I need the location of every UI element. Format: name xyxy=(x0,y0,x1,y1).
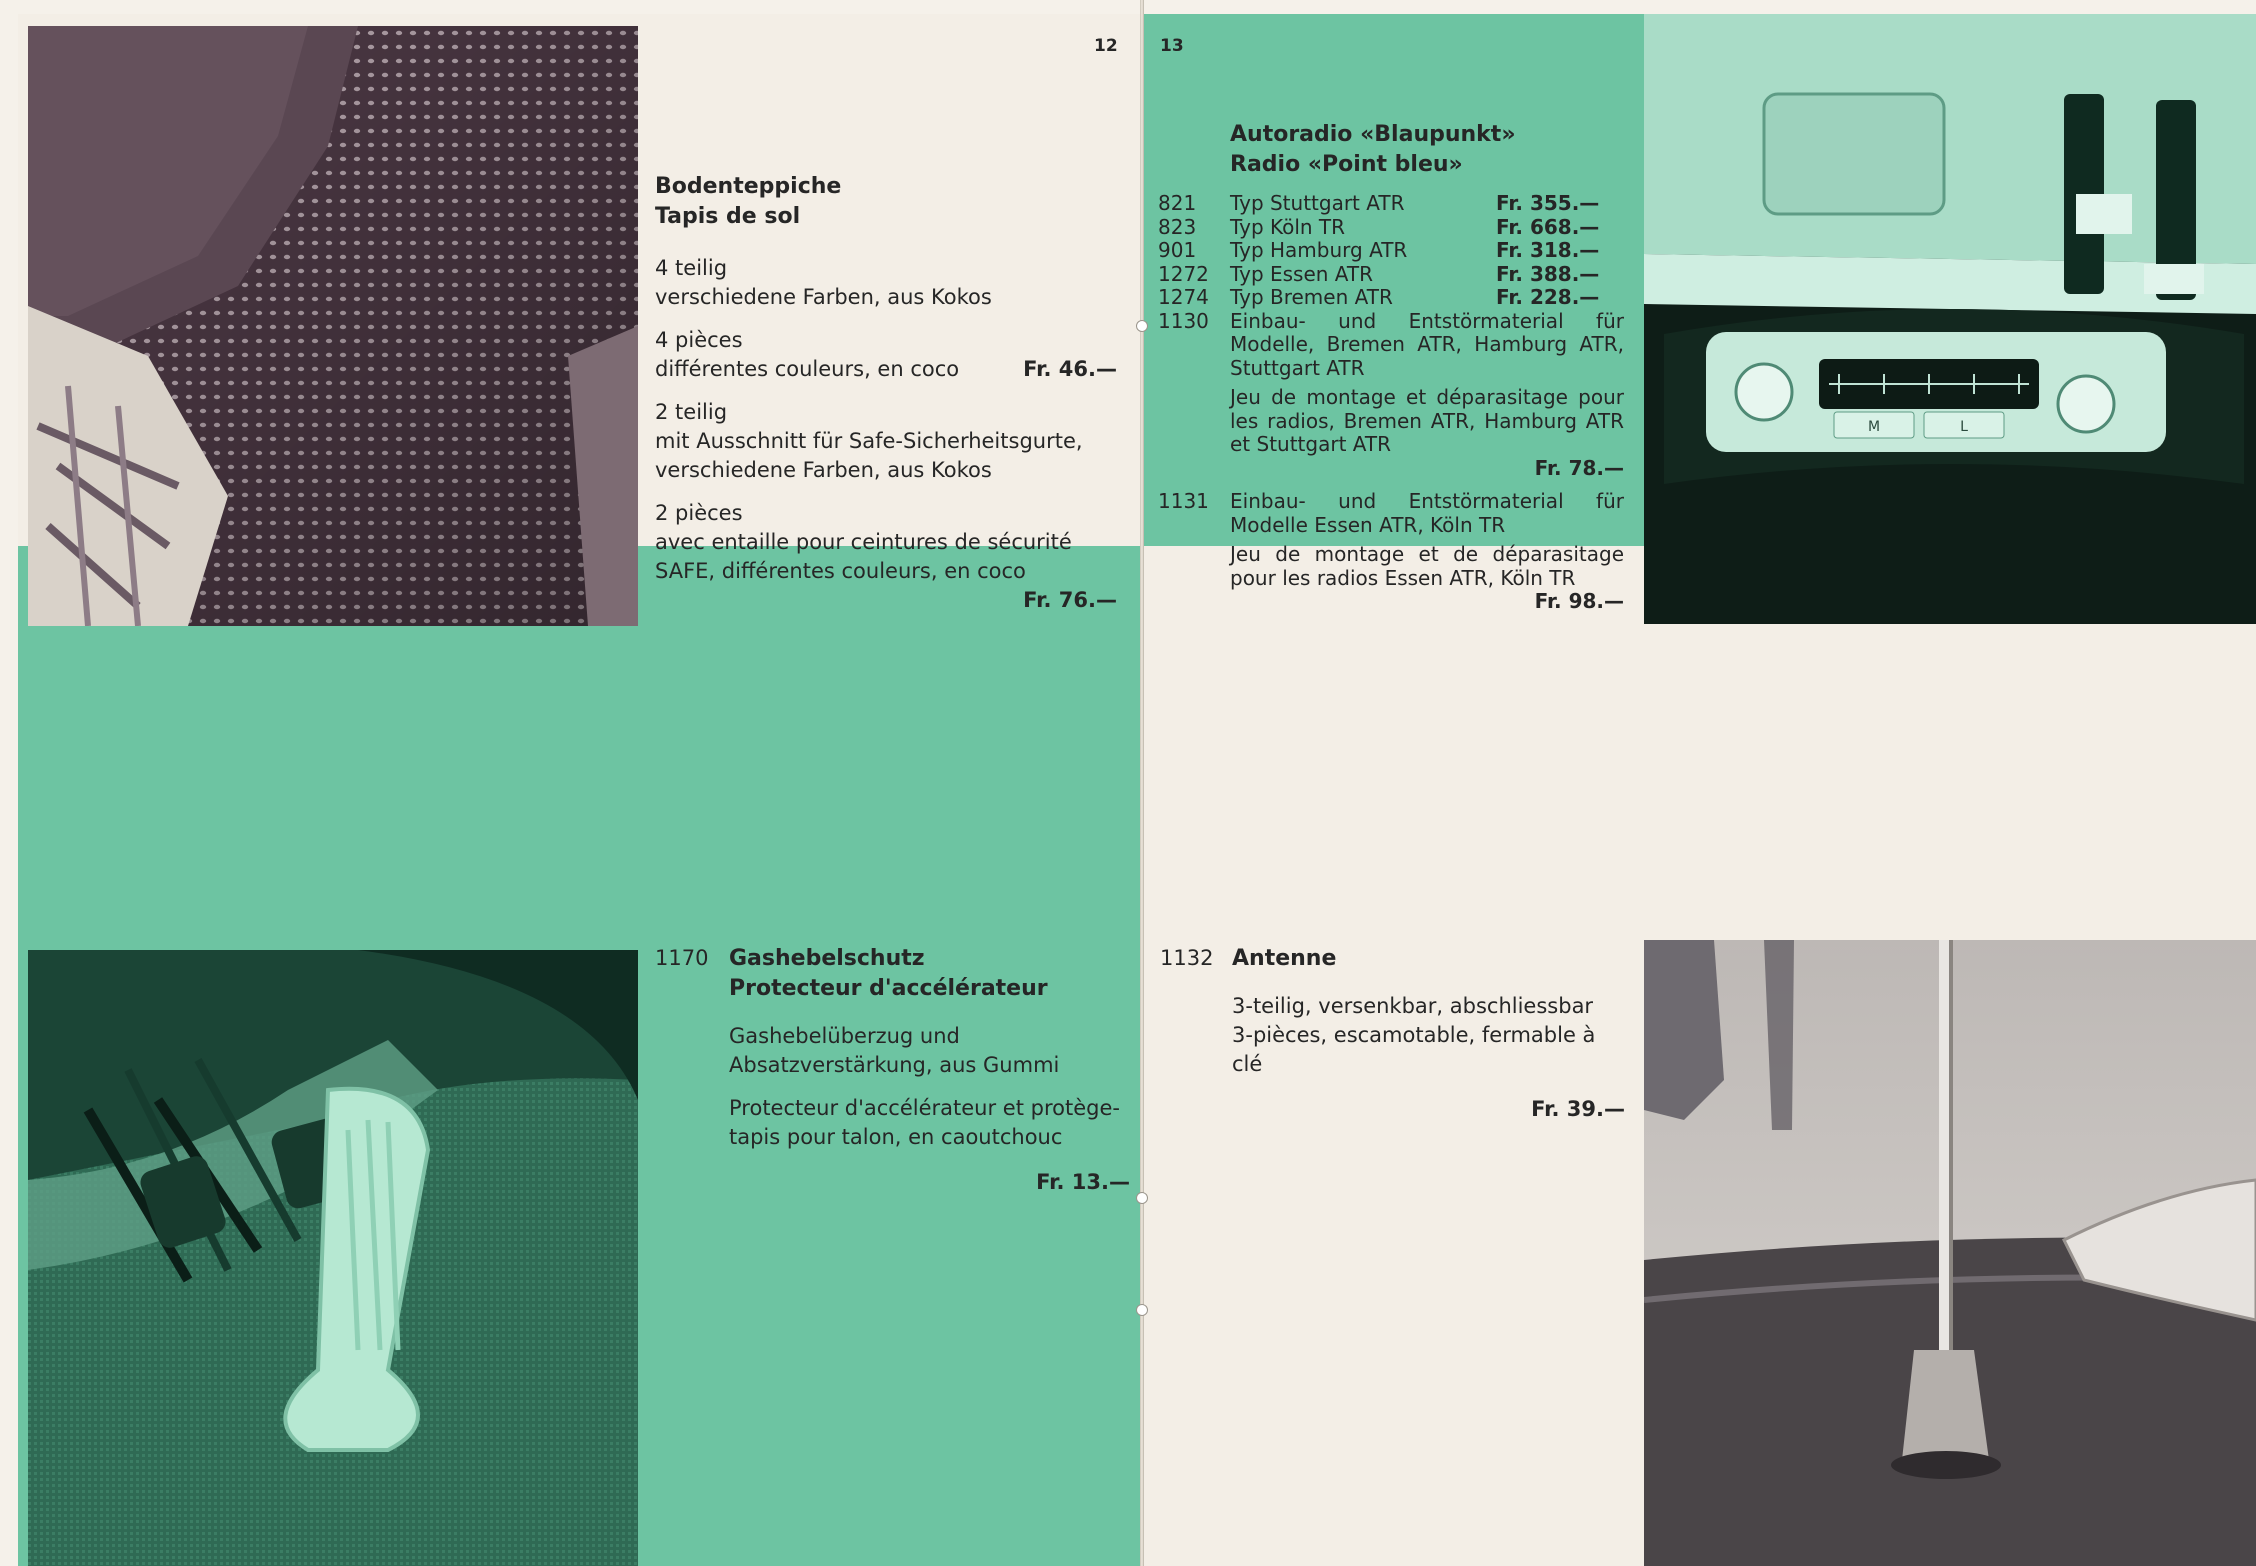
radio-button-m-label: M xyxy=(1867,419,1881,435)
radio-kit-1131: 1131 Einbau- und Entstörmaterial für Modelle Essen ATR, Köln TR Jeu de montage et de déparasitage pour les radios Essen ATR, Köln TR Fr. 98.— xyxy=(1158,489,1624,613)
radio-title-de: Autoradio «Blaupunkt» xyxy=(1230,122,1516,147)
dashboard-radio-photo xyxy=(1644,14,2256,624)
throttle-de-line: Gashebelüberzug und xyxy=(729,1024,960,1048)
floor-mats-p4-line: avec entaille pour ceintures de sécurité xyxy=(655,530,1072,554)
floor-mats-p1-line: verschiedene Farben, aus Kokos xyxy=(655,285,992,309)
page-number-right: 13 xyxy=(1160,36,1184,56)
radio-text xyxy=(1158,120,1624,614)
floor-mats-p4-line: 2 pièces xyxy=(655,501,743,525)
kit-1130-de: Einbau- und Entstörmaterial für Modelle, Bremen ATR, Hamburg ATR, Stuttgart ATR xyxy=(1230,308,1624,380)
staple-hole xyxy=(1136,1304,1148,1316)
kit-1131-fr: Jeu de montage et de déparasitage pour les radios Essen ATR, Köln TR xyxy=(1230,542,1624,590)
radio-model-row: 821 Typ Stuttgart ATR Fr. 355.— xyxy=(1158,191,1600,215)
floor-mats-title-de: Bodenteppiche xyxy=(655,174,842,199)
floor-mats-p3-line: mit Ausschnitt für Safe-Sicherheitsgurte, xyxy=(655,429,1083,453)
floor-mats-p1-line: 4 teilig xyxy=(655,256,728,280)
radio-model-row: 901 Typ Hamburg ATR Fr. 318.— xyxy=(1158,238,1600,262)
antenna-article-number: 1132 xyxy=(1160,946,1214,970)
floor-mats-p3-line: verschiedene Farben, aus Kokos xyxy=(655,458,992,482)
throttle-fr-line: Protecteur d'accélérateur et protège- xyxy=(729,1096,1120,1120)
radio-model-row: 1274 Typ Bremen ATR Fr. 228.— xyxy=(1158,285,1600,309)
center-fold xyxy=(1140,0,1144,1566)
floor-mats-2pc-price: Fr. 76.— xyxy=(1023,588,1117,612)
throttle-price: Fr. 13.— xyxy=(1036,1170,1130,1194)
floor-mats-title-fr: Tapis de sol xyxy=(655,204,801,229)
radio-model-row: 1272 Typ Essen ATR Fr. 388.— xyxy=(1158,261,1600,286)
staple-hole xyxy=(1136,320,1148,332)
pedals-photo xyxy=(28,950,638,1566)
antenna-title: Antenne xyxy=(1232,946,1337,971)
kit-1130-price: Fr. 78.— xyxy=(1534,455,1624,480)
throttle-title-fr: Protecteur d'accélérateur xyxy=(729,976,1048,1001)
antenna-price: Fr. 39.— xyxy=(1531,1097,1625,1121)
floor-mats-p2-line: différentes couleurs, en coco xyxy=(655,357,960,381)
antenna-line: 3-pièces, escamotable, fermable à clé xyxy=(1232,1023,1596,1076)
antenna-line: 3-teilig, versenkbar, abschliessbar xyxy=(1232,994,1594,1018)
radio-kit-1130: 1130 Einbau- und Entstörmaterial für Modelle, Bremen ATR, Hamburg ATR, Stuttgart ATR Jeu de montage et déparasitage pour les radios, Bremen ATR, Hamburg ATR et Stuttgart ATR Fr. 78.— xyxy=(1158,308,1624,480)
kit-1131-price: Fr. 98.— xyxy=(1534,589,1624,613)
floor-mats-p2-line: 4 pièces xyxy=(655,328,743,352)
floor-mats-p3-line: 2 teilig xyxy=(655,400,728,424)
throttle-title-de: Gashebelschutz xyxy=(729,946,925,971)
throttle-article-number: 1170 xyxy=(655,946,709,970)
antenna-photo xyxy=(1644,940,2256,1566)
floor-mats-4pc-price: Fr. 46.— xyxy=(1023,357,1117,381)
antenna-text xyxy=(1160,944,1625,1124)
page-number-left: 12 xyxy=(1094,36,1118,56)
staple-hole xyxy=(1136,1192,1148,1204)
radio-title-fr: Radio «Point bleu» xyxy=(1230,152,1463,177)
floor-mats-p4-line: SAFE, différentes couleurs, en coco xyxy=(655,559,1026,583)
kit-1130-fr: Jeu de montage et déparasitage pour les radios, Bremen ATR, Hamburg ATR et Stuttgart ATR xyxy=(1230,385,1624,456)
radio-button-l-label: L xyxy=(1960,419,1968,435)
floor-mat-photo xyxy=(28,26,638,626)
floor-mats-text xyxy=(655,172,1117,615)
kit-1131-de: Einbau- und Entstörmaterial für Modelle Essen ATR, Köln TR xyxy=(1230,489,1624,537)
throttle-de-line: Absatzverstärkung, aus Gummi xyxy=(729,1053,1060,1077)
throttle-text xyxy=(655,944,1130,1197)
radio-model-row: 823 Typ Köln TR Fr. 668.— xyxy=(1158,214,1600,239)
throttle-fr-line: tapis pour talon, en caoutchouc xyxy=(729,1125,1063,1149)
